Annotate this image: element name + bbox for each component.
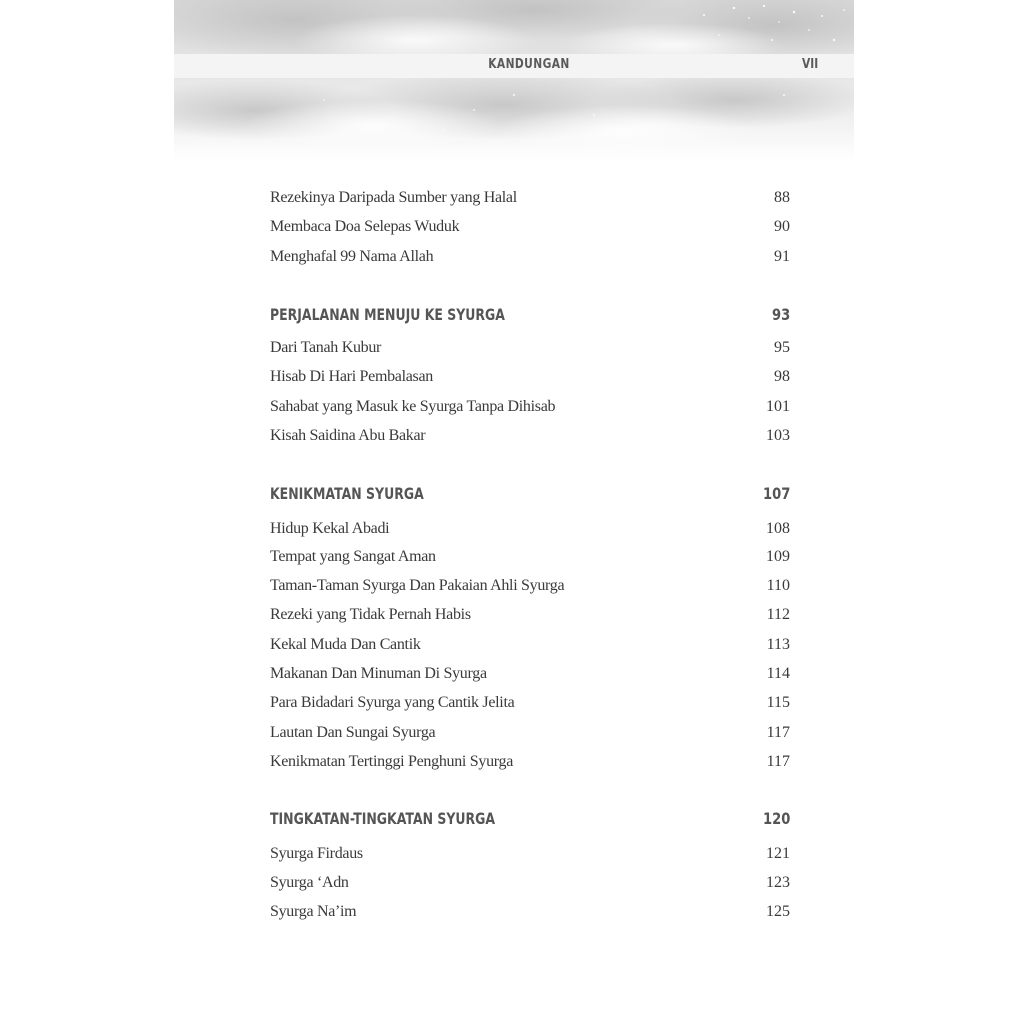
toc-entry-title: Hidup Kekal Abadi [270,520,390,537]
toc-entry-title: Dari Tanah Kubur [270,339,382,356]
toc-section-heading[interactable] [270,484,790,508]
toc-entry[interactable] [270,606,790,630]
toc-entry-page: 114 [766,665,790,682]
toc-entry-title: Sahabat yang Masuk ke Syurga Tanpa Dihisab [270,398,556,415]
toc-section-page: 93 [771,305,790,324]
toc-section-heading[interactable] [270,809,790,833]
toc-section-title: KENIKMATAN SYURGA [270,484,424,503]
toc-entry-page: 91 [774,248,790,265]
toc-entry-page: 90 [774,218,790,235]
toc-entry[interactable] [270,189,790,213]
toc-entry[interactable] [270,218,790,242]
table-of-contents [174,0,854,1024]
toc-entry-title: Hisab Di Hari Pembalasan [270,368,433,385]
toc-entry-page: 103 [766,427,790,444]
toc-entry[interactable] [270,665,790,689]
toc-entry-page: 115 [766,694,790,711]
toc-entry-title: Kisah Saidina Abu Bakar [270,427,426,444]
toc-entry[interactable] [270,903,790,927]
toc-entry[interactable] [270,368,790,392]
toc-entry[interactable] [270,753,790,777]
toc-entry-title: Kenikmatan Tertinggi Penghuni Syurga [270,753,514,770]
toc-entry[interactable] [270,339,790,363]
running-header-title: KANDUNGAN [488,57,570,72]
toc-entry-title: Rezeki yang Tidak Pernah Habis [270,606,471,623]
toc-entry-page: 113 [766,636,790,653]
toc-entry-title: Makanan Dan Minuman Di Syurga [270,665,487,682]
toc-section-title: PERJALANAN MENUJU KE SYURGA [270,305,505,324]
toc-entry-title: Syurga Firdaus [270,845,363,862]
toc-entry[interactable] [270,548,790,572]
toc-entry[interactable] [270,248,790,272]
toc-entry-title: Syurga Na’im [270,903,357,920]
toc-section-title: TINGKATAN-TINGKATAN SYURGA [270,809,496,828]
toc-entry[interactable] [270,724,790,748]
toc-entry-page: 98 [774,368,790,385]
toc-entry-page: 117 [766,753,790,770]
toc-entry-title: Tempat yang Sangat Aman [270,548,436,565]
toc-entry-title: Para Bidadari Syurga yang Cantik Jelita [270,694,515,711]
toc-entry-page: 101 [766,398,790,415]
toc-entry[interactable] [270,398,790,422]
toc-entry-title: Syurga ‘Adn [270,874,349,891]
toc-entry-title: Membaca Doa Selepas Wuduk [270,218,460,235]
toc-entry[interactable] [270,636,790,660]
toc-entry-page: 121 [766,845,790,862]
toc-section-heading[interactable] [270,305,790,329]
toc-entry-page: 88 [774,189,790,206]
toc-entry-page: 110 [766,577,790,594]
toc-entry-page: 112 [766,606,790,623]
toc-entry[interactable] [270,694,790,718]
toc-entry-page: 123 [766,874,790,891]
toc-entry-title: Rezekinya Daripada Sumber yang Halal [270,189,517,206]
toc-entry-page: 109 [766,548,790,565]
toc-entry[interactable] [270,427,790,451]
toc-entry-title: Kekal Muda Dan Cantik [270,636,421,653]
toc-entry[interactable] [270,874,790,898]
toc-section-page: 107 [762,484,790,503]
toc-entry-page: 125 [766,903,790,920]
toc-entry[interactable] [270,845,790,869]
toc-entry-title: Taman-Taman Syurga Dan Pakaian Ahli Syurga [270,577,565,594]
toc-section-page: 120 [762,809,790,828]
toc-entry-title: Lautan Dan Sungai Syurga [270,724,436,741]
toc-entry-page: 108 [766,520,790,537]
toc-entry-page: 95 [774,339,790,356]
running-header-page-number: VII [802,57,819,72]
toc-entry-page: 117 [766,724,790,741]
toc-entry[interactable] [270,577,790,601]
toc-entry-title: Menghafal 99 Nama Allah [270,248,434,265]
toc-entry[interactable] [270,520,790,544]
